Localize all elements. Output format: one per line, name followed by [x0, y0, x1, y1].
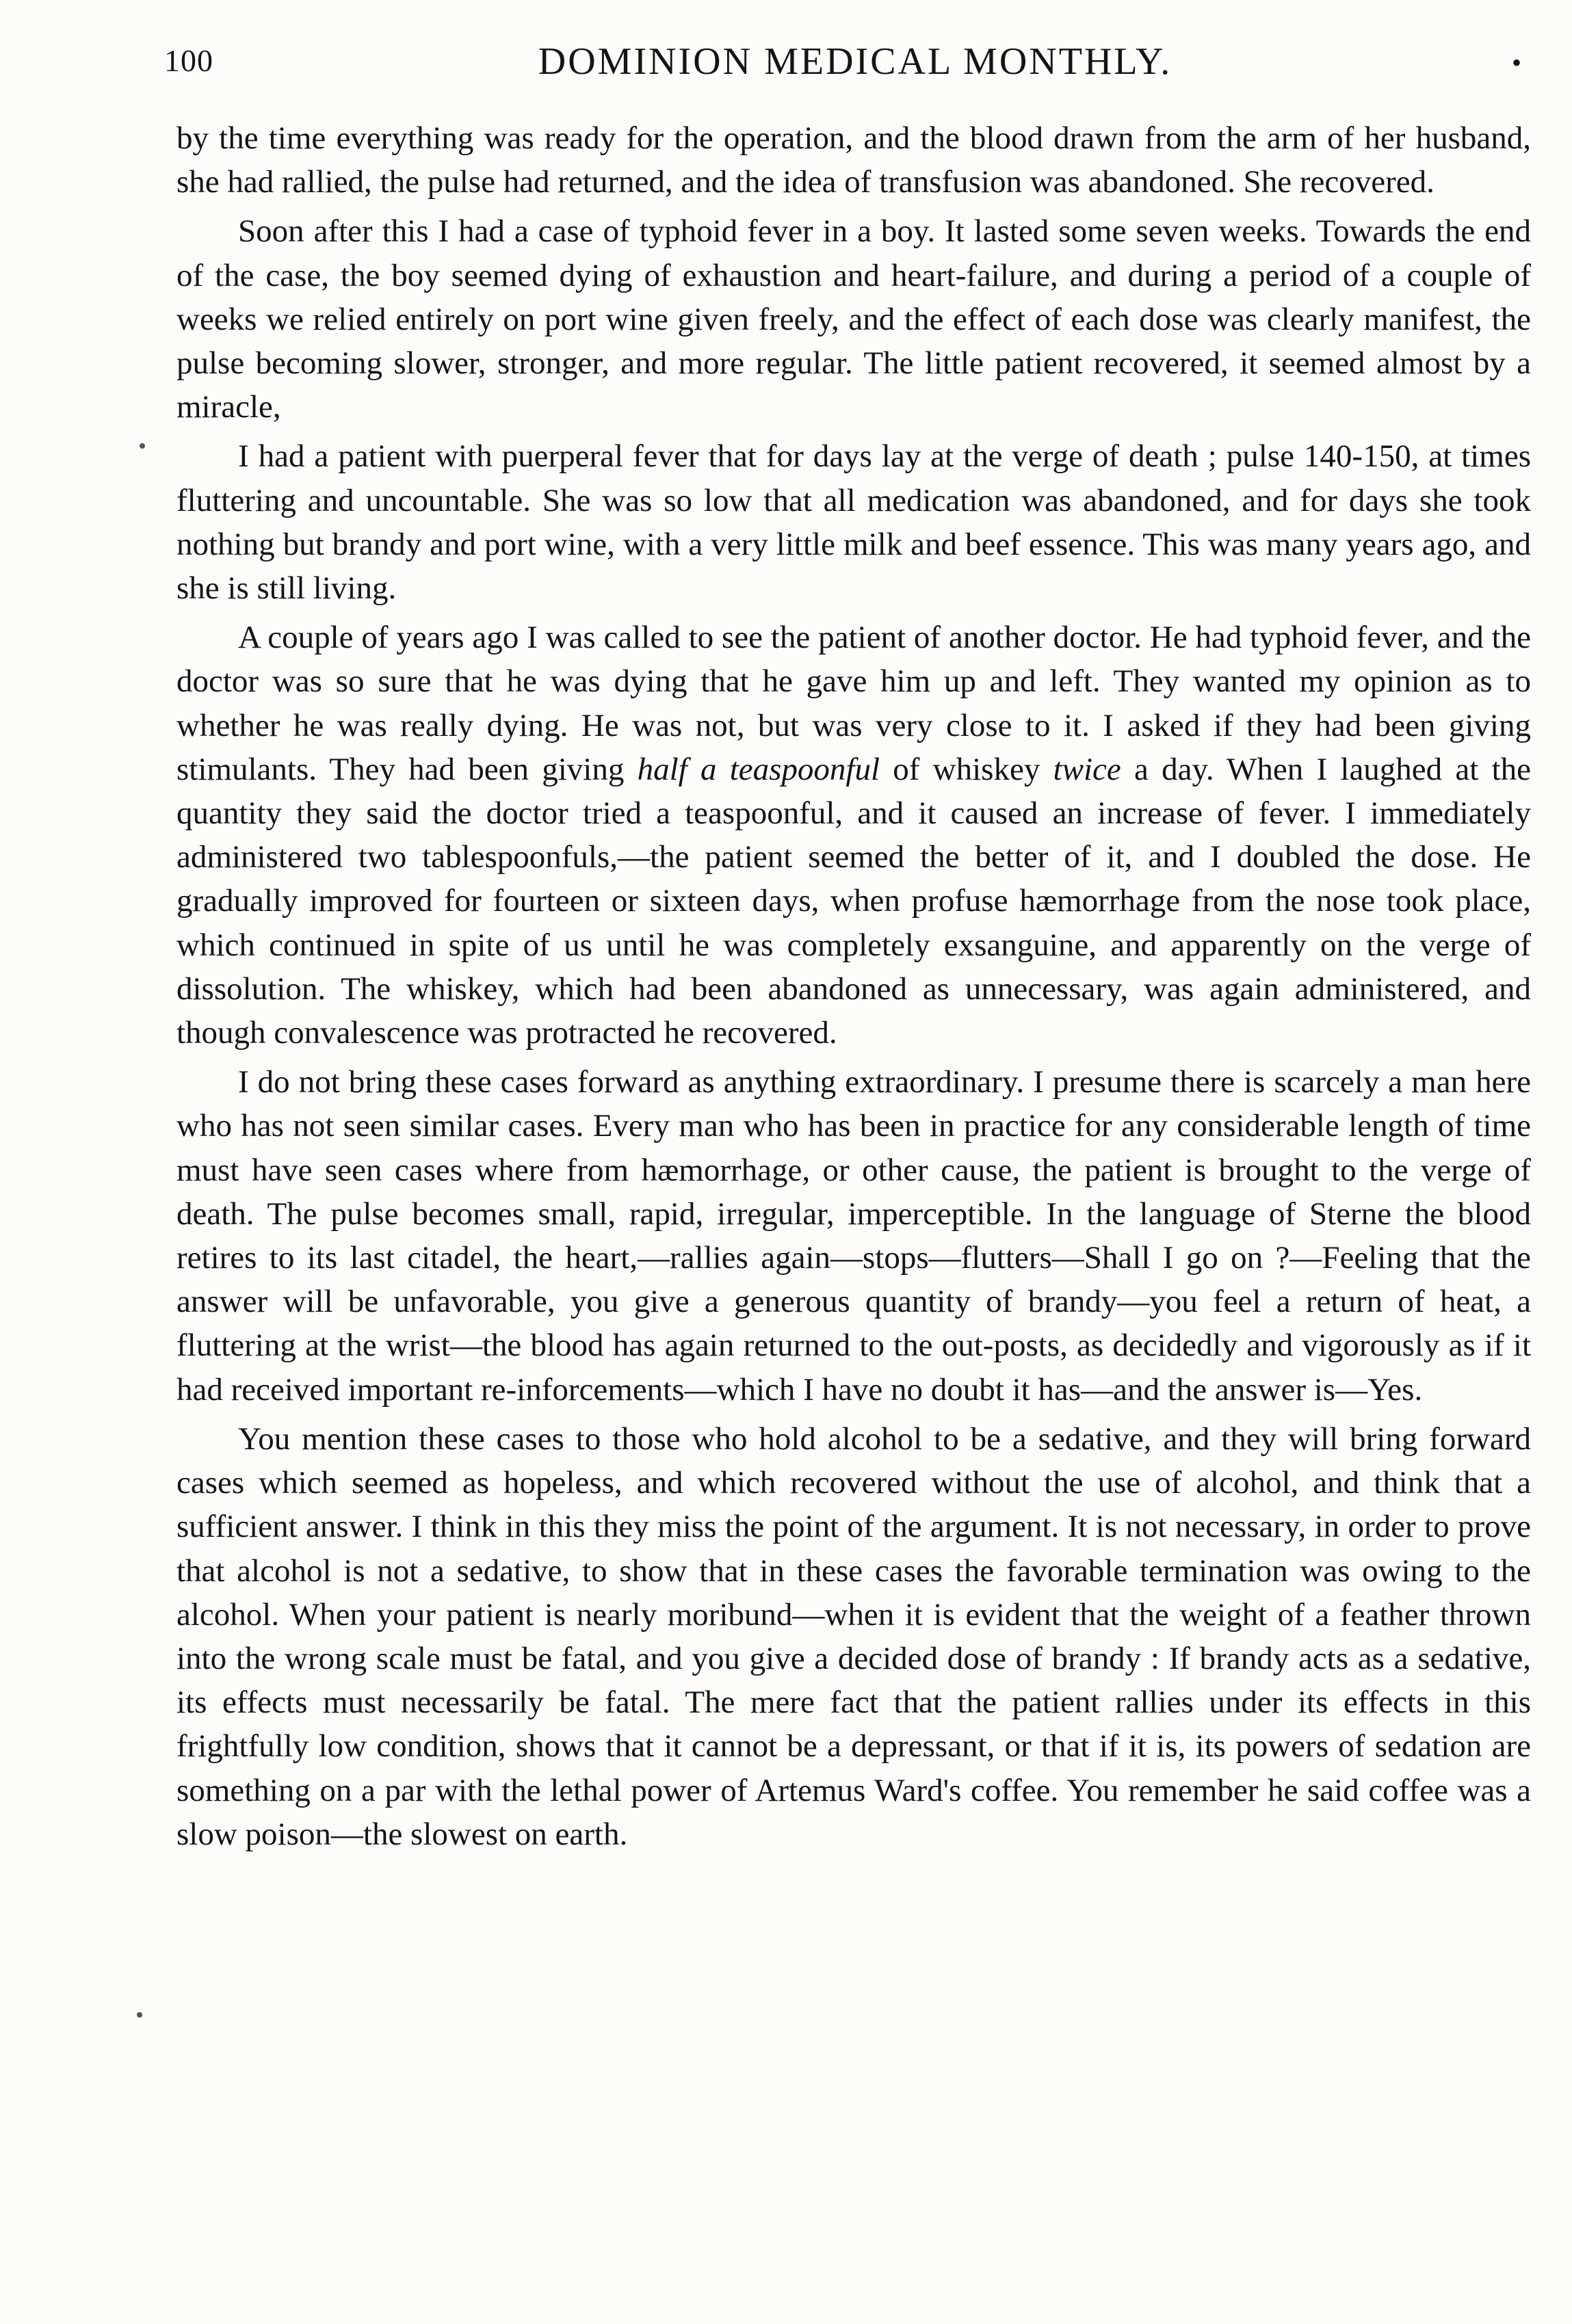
journal-title: DOMINION MEDICAL MONTHLY.: [538, 40, 1173, 83]
paragraph: [176, 616, 1531, 1055]
paragraph: [176, 1417, 1531, 1856]
paragraph: [176, 116, 1531, 204]
italic-text: half a teaspoonful: [637, 751, 880, 787]
paragraph: [176, 209, 1531, 429]
page-number: 100: [164, 43, 213, 78]
body-text: Soon after this I had a case of typhoid fever in a boy. It lasted some seven weeks. Towards the end of the case, the boy seemed dying of exhaustion and heart-failure, and during a period of a couple of weeks we relied entirely on port wine given freely, and the effect of each dose was clearly manifest, the pulse becoming slower, stronger, and more regular. The little patient recovered, it seemed almost by a miracle,: [176, 213, 1531, 425]
body-text: of whiskey: [880, 751, 1053, 787]
header-mark: •: [1511, 47, 1521, 78]
body-text: I do not bring these cases forward as anything extraordinary. I presume there is scarcely a man here who has not seen similar cases. Every man who has been in practice for any considerable length of time must have seen cases where from hæmorrhage, or other cause, the patient is brought to the verge of death. The pulse becomes small, rapid, irregular, imperceptible. In the language of Sterne the blood retires to its last citadel, the heart,—rallies again—stops—flutters—Shall I go on ?—Feeling that the answer will be unfavorable, you give a generous quantity of brandy—you feel a return of heat, a fluttering at the wrist—the blood has again returned to the out-posts, as decidedly and vigorously as if it had received important re-inforcements—which I have no doubt it has—and the answer is—Yes.: [176, 1064, 1531, 1408]
body-text: a day. When I laughed at the quantity they said the doctor tried a teaspoonful, and it caused an increase of fever. I immediately administered two tablespoonfuls,—the patient seemed the better of it, and I doubled the dose. He gradually improved for fourteen or sixteen days, when profuse hæmorrhage from the nose took place, which continued in spite of us until he was completely exsanguine, and apparently on the verge of dissolution. The whiskey, which had been abandoned as unnecessary, was again administered, and though convalescence was protracted he recovered.: [176, 751, 1531, 1051]
italic-text: twice: [1053, 751, 1121, 787]
paragraph: [176, 434, 1531, 610]
body-text: I had a patient with puerperal fever that for days lay at the verge of death ; pulse 140-150, at times fluttering and uncountable. She was so low that all medication was abandoned, and for days she took nothing but brandy and port wine, with a very little milk and beef essence. This was many years ago, and she is still living.: [176, 438, 1531, 607]
paragraph: [176, 1060, 1531, 1412]
article-body: [176, 116, 1531, 1862]
page-header: [164, 36, 1546, 97]
body-text: by the time everything was ready for the operation, and the blood drawn from the arm of her husband, she had rallied, the pulse had returned, and the idea of transfusion was abandoned. She recovered.: [176, 120, 1531, 200]
body-text: You mention these cases to those who hold alcohol to be a sedative, and they will bring forward cases which seemed as hopeless, and which recovered without the use of alcohol, and think that a sufficient answer. I think in this they miss the point of the argument. It is not necessary, in order to prove that alcohol is not a sedative, to show that in these cases the favorable termination was owing to the alcohol. When your patient is nearly moribund—when it is evident that the weight of a feather thrown into the wrong scale must be fatal, and you give a decided dose of brandy : If brandy acts as a sedative, its effects must necessarily be fatal. The mere fact that the patient rallies under its effects in this frightfully low condition, shows that it cannot be a depressant, or that if it is, its powers of sedation are something on a par with the lethal power of Artemus Ward's coffee. You remember he said coffee was a slow poison—the slowest on earth.: [176, 1421, 1531, 1852]
body-text: A couple of years ago I was called to see the patient of another doctor. He had typhoid fever, and the doctor was so sure that he was dying that he gave him up and left. They wanted my opinion as to whether he was really dying. He was not, but was very close to it. I asked if they had been giving stimulants. They had been giving: [176, 620, 1531, 787]
margin-dot: [137, 2012, 142, 2018]
margin-dot: [140, 443, 145, 449]
